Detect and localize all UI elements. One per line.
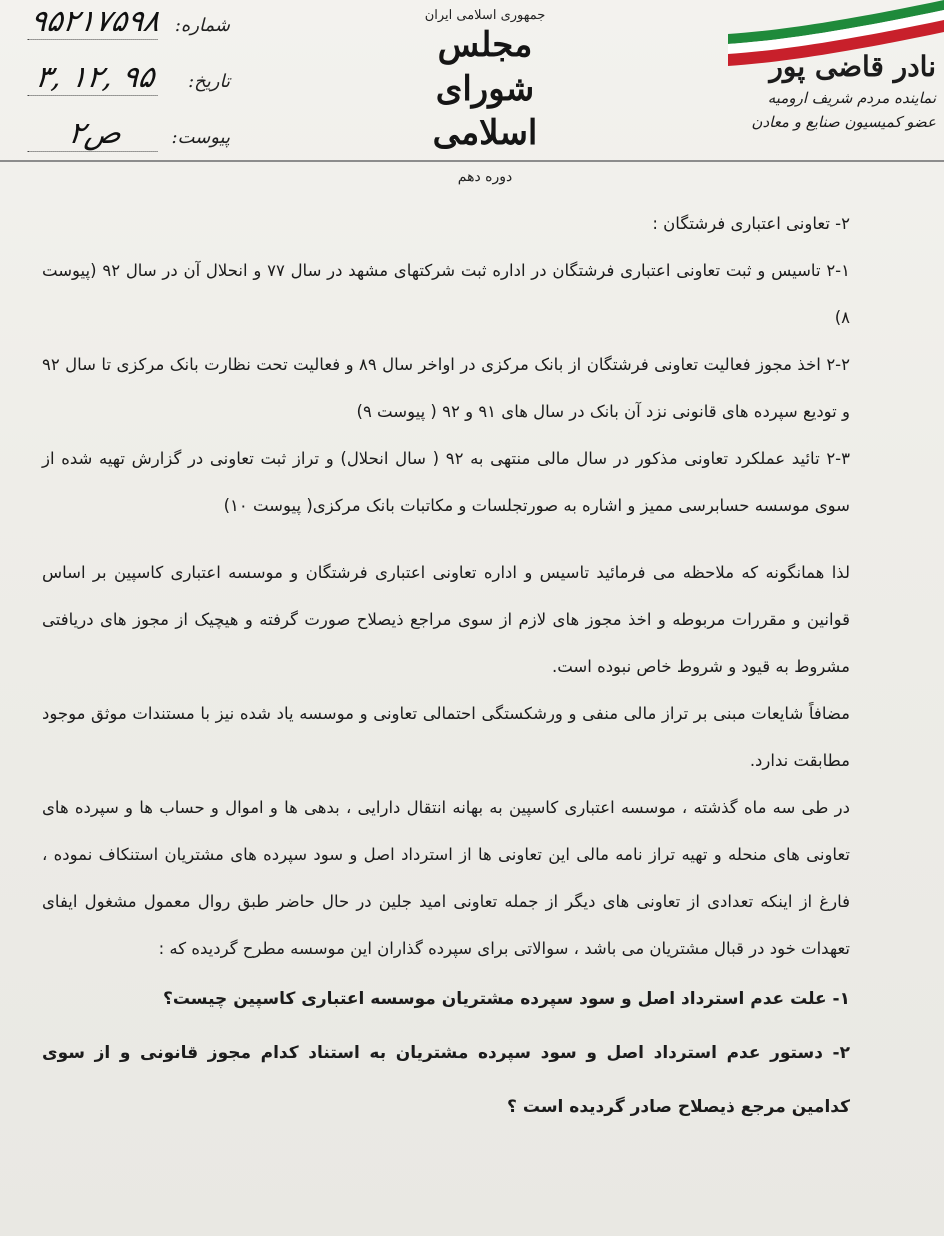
meta-date-value: ۹۵ ,۱۲ ,۳ [27, 60, 162, 96]
letter-body [42, 200, 850, 1134]
paragraph-rumors: مضافاً شایعات مبنی بر تراز مالی منفی و ورشکستگی احتمالی تعاونی و موسسه یاد شده نیز با مستندات موثق موجود مطابقت ندارد. [42, 704, 850, 770]
meta-date [30, 60, 230, 116]
meta-number-label: شماره: [174, 15, 230, 36]
question-2: ۲- دستور عدم استرداد اصل و سود سپرده مشتریان به استناد کدام مجوز قانونی و از سوی کدامین مرجع ذیصلاح صادر گردیده است ؟ [42, 1043, 850, 1117]
section-title: ۲- تعاونی اعتباری فرشتگان : [652, 214, 850, 233]
meta-attachment-label: پیوست: [171, 127, 230, 148]
representative-block [726, 48, 936, 134]
meta-attachment [30, 116, 230, 172]
letterhead [0, 0, 944, 185]
paragraph-gap [42, 529, 850, 549]
meta-number [30, 4, 230, 60]
representative-commission: عضو کمیسیون صنایع و معادن [751, 113, 936, 131]
emblem-term: دوره دهم [457, 169, 513, 185]
emblem-subtitle: جمهوری اسلامی ایران [424, 8, 546, 23]
question-1: ۱- علت عدم استرداد اصل و سود سپرده مشتریان موسسه اعتباری کاسپین چیست؟ [162, 989, 850, 1009]
header-divider [0, 160, 944, 162]
meta-number-value: ۹۵۲۱۷۵۹۸ [28, 4, 162, 39]
paragraph-caspian: در طی سه ماه گذشته ، موسسه اعتباری کاسپین به بهانه انتقال دارایی ، بدهی ها و اموال و حساب ها و سپرده های تعاونی های منحله و تهیه تراز نامه مالی این تعاونی ها از استرداد اصل و سود سپرده های مشتریان استنکاف نموده ، فارغ از اینکه تعدادی از تعاونی های دیگر از جمله تعاونی امید جلین در حال حاضر طبق روال معمول مشغول ایفای تعهدات خود در قبال مشتریان می باشد ، سوالاتی برای سپرده گذاران این موسسه مطرح گردیده که : [42, 798, 850, 958]
representative-name: نادر قاضی پور [769, 50, 936, 83]
representative-district: نماینده مردم شریف ارومیه [767, 89, 936, 107]
item-2-2: ۲-۲ اخذ مجوز فعالیت تعاونی فرشتگان از بانک مرکزی در اواخر سال ۸۹ و فعالیت تحت نظارت بانک مرکزی تا سال ۹۲ و تودیع سپرده های قانونی نزد آن بانک در سال های ۹۱ و ۹۲ ( پیوست ۹) [42, 355, 850, 421]
letter-meta [30, 4, 230, 172]
meta-attachment-value: ص۲ [27, 116, 162, 152]
parliament-emblem [405, 8, 565, 185]
meta-date-label: تاریخ: [188, 71, 230, 92]
paragraph-establishment: لذا همانگونه که ملاحظه می فرمائید تاسیس و اداره تعاونی اعتباری فرشتگان و موسسه اعتباری کاسپین بر اساس قوانین و مقررات مربوطه و اخذ مجوز های لازم از سوی مراجع ذیصلاح صورت گرفته و هیچیک از مجوز های دریافتی مشروط به قیود و شروط خاص نبوده است. [42, 563, 850, 676]
item-2-3: ۲-۳ تائید عملکرد تعاونی مذکور در سال مالی منتهی به ۹۲ ( سال انحلال) و تراز ثبت تعاونی در گزارش تهیه شده از سوی موسسه حسابرسی ممیز و اشاره به صورتجلسات و مکاتبات بانک مرکزی( پیوست ۱۰) [42, 449, 850, 515]
item-2-1: ۲-۱ تاسیس و ثبت تعاونی اعتباری فرشتگان در اداره ثبت شرکتهای مشهد در سال ۷۷ و انحلال آن در سال ۹۲ (پیوست ۸) [42, 261, 850, 327]
emblem-title: مجلس شورای اسلامی [432, 25, 538, 153]
